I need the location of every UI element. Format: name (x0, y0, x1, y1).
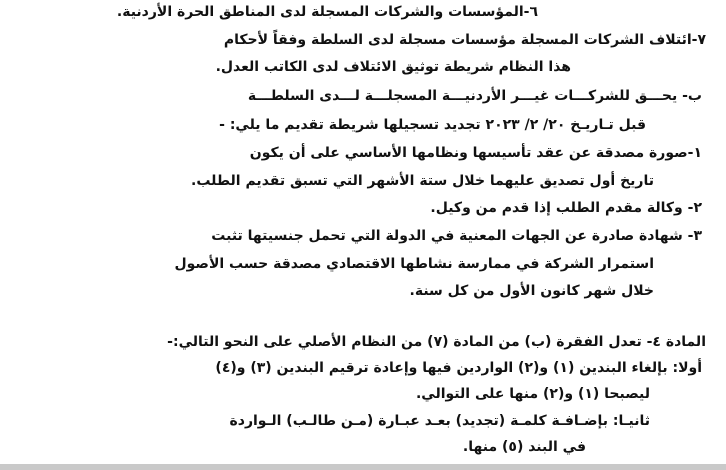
item-2-line: ٢- وكالة مقدم الطلب إذا قدم من وكيل. (430, 200, 702, 216)
item-1-line-1: ١-صورة مصدقة عن عقد تأسيسها ونظامها الأساسي على أن يكون (249, 145, 702, 161)
article-4-first-line-2: ليصبحا (١) و(٢) منها على التوالي. (415, 386, 650, 402)
clause-7-line-2: هذا النظام شريطة توثيق الائتلاف لدى الكاتب العدل. (215, 59, 571, 75)
item-3-line-1: ٣- شهادة صادرة عن الجهات المعنية في الدولة التي تحمل جنسيتها تثبت (211, 228, 702, 244)
article-4-heading: المادة ٤- تعدل الفقرة (ب) من المادة (٧) من النظام الأصلي على النحو التالي:- (167, 334, 706, 350)
clause-6-line: ٦-المؤسسات والشركات المسجلة لدى المناطق الحرة الأردنية. (116, 4, 538, 20)
item-3-line-3: خلال شهر كانون الأول من كل سنة. (409, 283, 654, 299)
clause-b-line-2: قبل تـاريـخ ٢٠/ ٢/ ٢٠٢٣ تجديد تسجيلها شريطة تقديم ما يلي: - (219, 117, 646, 133)
item-1-line-2: تاريخ أول تصديق عليهما خلال ستة الأشهر التي تسبق تقديم الطلب. (191, 173, 654, 189)
item-3-line-2: استمرار الشركة في ممارسة نشاطها الاقتصادي مصدقة حسب الأصول (174, 256, 654, 272)
clause-7-line-1: ٧-ائتلاف الشركات المسجلة مؤسسات مسجلة لدى السلطة وفقاً لأحكام (223, 32, 706, 48)
article-4-second-line-1: ثانيـا: بإضـافـة كلمـة (تجديد) بعـد عبـارة (مـن طالـب) الـواردة (229, 413, 650, 429)
clause-b-line-1: ب- يحـــق للشركـــات غيـــر الأردنيـــة المسجلـــة لـــدى السلطـــة (247, 88, 702, 104)
article-4-first-line-1: أولا: بإلغاء البندين (١) و(٢) الواردين فيها وإعادة ترقيم البندين (٣) و(٤) (215, 360, 702, 376)
article-4-second-line-2: في البند (٥) منها. (462, 439, 586, 455)
bottom-edge-bar (0, 464, 726, 470)
